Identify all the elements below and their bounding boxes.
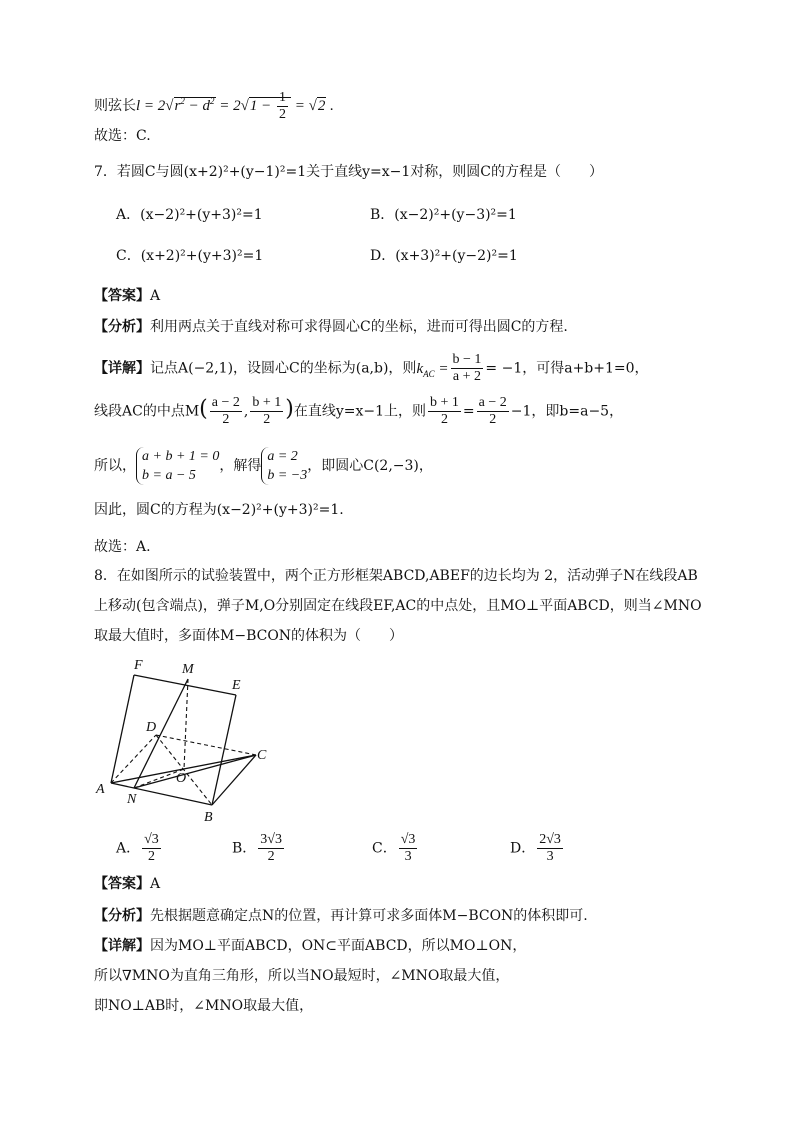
so-text: 所以， <box>94 458 136 474</box>
q7-detail-3 <box>94 447 433 485</box>
q8-detail-1 <box>94 936 526 956</box>
label-e: E <box>232 678 241 693</box>
analysis-tag: 【分析】 <box>94 908 150 924</box>
chord-length-line <box>94 90 334 123</box>
chord-text: 则弦长 <box>94 97 136 114</box>
q8-detail-3: 即NO⊥AB时，∠MNO取最大值， <box>94 998 314 1014</box>
answer-tag: 【答案】 <box>94 288 150 304</box>
detail-text: 因为MO⊥平面ABCD，ON⊂平面ABCD，所以MO⊥ON， <box>150 938 527 954</box>
answer-value: A <box>150 876 161 892</box>
midpoint-text: 线段AC的中点M <box>94 403 200 420</box>
q8-answer-line <box>94 874 160 894</box>
q8-detail-2: 所以∇MNO为直角三角形，所以当NO最短时，∠MNO取最大值， <box>94 968 510 984</box>
label-n: N <box>127 792 137 807</box>
edge-af <box>111 675 134 783</box>
q8-stem-3: 取最大值时，多面体M−BCON的体积为（ ） <box>94 628 404 644</box>
solve-text: ，解得 <box>219 458 262 474</box>
q8-option-a: A． $\frac{√3}{2}$ <box>116 832 159 864</box>
q7-option-a: A．(x−2)²+(y+3)²=1 <box>116 207 263 223</box>
slope-symbol: $k_{AC}$ = <box>416 360 449 379</box>
label-b: B <box>204 810 213 825</box>
q8-option-d: D． $\frac{2√3}{3}$ <box>510 832 561 864</box>
answer-tag: 【答案】 <box>94 876 150 892</box>
q8-stem-1: 8．在如图所示的试验装置中，两个正方形框架ABCD,ABEF的边长均为 2，活动弹子N在线段AB <box>94 568 698 584</box>
q7-detail-2: 线段AC的中点M( $\frac{a - 2}{2}$ , $\frac{b + 1}{2}$ )在直线y=x−1上，则 $\frac{b + 1}{2}$ = $\frac{a - 2}{2}$ −1，即b=a−5， <box>94 395 624 427</box>
system-2: a = 2 b = −3 <box>261 447 307 485</box>
q7-analysis-line <box>94 317 568 337</box>
q7-answer-line <box>94 286 160 306</box>
label-d: D <box>146 720 157 735</box>
q8-analysis-line <box>94 906 588 926</box>
detail-tag: 【详解】 <box>94 360 150 377</box>
result-text: ，即b=a−5， <box>531 403 624 420</box>
mid-y-frac: $\frac{b + 1}{2}$ <box>252 395 282 427</box>
chord-formula: $l = 2√r^2 - d^2 = 2√1$ − $\frac{1}{2}$ = √2 . <box>136 90 334 122</box>
label-a: A <box>96 782 105 797</box>
q7-option-c: C．(x+2)²+(y+3)²=1 <box>116 248 264 264</box>
on-line-text: 在直线y=x−1上，则 <box>293 403 427 420</box>
q8-option-c: C． $\frac{√3}{3}$ <box>372 832 416 864</box>
detail-tag: 【详解】 <box>94 938 150 954</box>
system-1: a + b + 1 = 0 b = a − 5 <box>136 447 219 485</box>
label-o: O <box>176 771 187 786</box>
segment-nc <box>134 755 256 788</box>
q7-choose: 故选：A. <box>94 539 151 555</box>
q8-stem-2: 上移动(包含端点)，弹子M,O分别固定在线段EF,AC的中点处，且MO⊥平面ABCD，则当∠MNO <box>94 598 702 614</box>
edge-dc-dashed <box>156 735 256 755</box>
question-7-stem: 7．若圆C与圆(x+2)²+(y−1)²=1关于直线y=x−1对称，则圆C的方程是（ ） <box>94 164 604 180</box>
detail-text-b: = −1，可得a+b+1=0， <box>485 360 649 377</box>
analysis-text: 利用两点关于直线对称可求得圆心C的坐标，进而可得出圆C的方程. <box>150 319 568 335</box>
detail-text: 记点A(−2,1)，设圆心C的坐标为(a,b)，则 <box>150 360 417 377</box>
answer-value: A <box>150 288 161 304</box>
eq-left-frac: $\frac{b + 1}{2}$ <box>430 395 459 427</box>
center-text: ，即圆心C(2,−3)， <box>307 458 433 474</box>
segment-mo-dashed <box>184 679 188 769</box>
q8-option-b: B． $\frac{3√3}{2}$ <box>232 832 282 864</box>
q7-detail-4: 因此，圆C的方程为(x−2)²+(y+3)²=1. <box>94 502 344 518</box>
analysis-tag: 【分析】 <box>94 319 150 335</box>
choose-c: 故选：C. <box>94 128 151 144</box>
q7-option-b: B．(x−2)²+(y−3)²=1 <box>370 207 517 223</box>
label-f: F <box>134 658 143 673</box>
slope-fraction: $\frac{b - 1}{a + 2}$ <box>452 352 482 384</box>
q7-detail-1 <box>94 352 649 385</box>
eq-right-frac: $\frac{a - 2}{2}$ <box>478 395 507 427</box>
analysis-text: 先根据题意确定点N的位置，再计算可求多面体M−BCON的体积即可. <box>150 908 588 924</box>
label-m: M <box>182 662 194 677</box>
geometry-figure <box>94 655 284 825</box>
mid-x-frac: $\frac{a - 2}{2}$ <box>211 395 240 427</box>
q7-option-d: D．(x+3)²+(y−2)²=1 <box>370 248 518 264</box>
label-c: C <box>257 748 267 763</box>
